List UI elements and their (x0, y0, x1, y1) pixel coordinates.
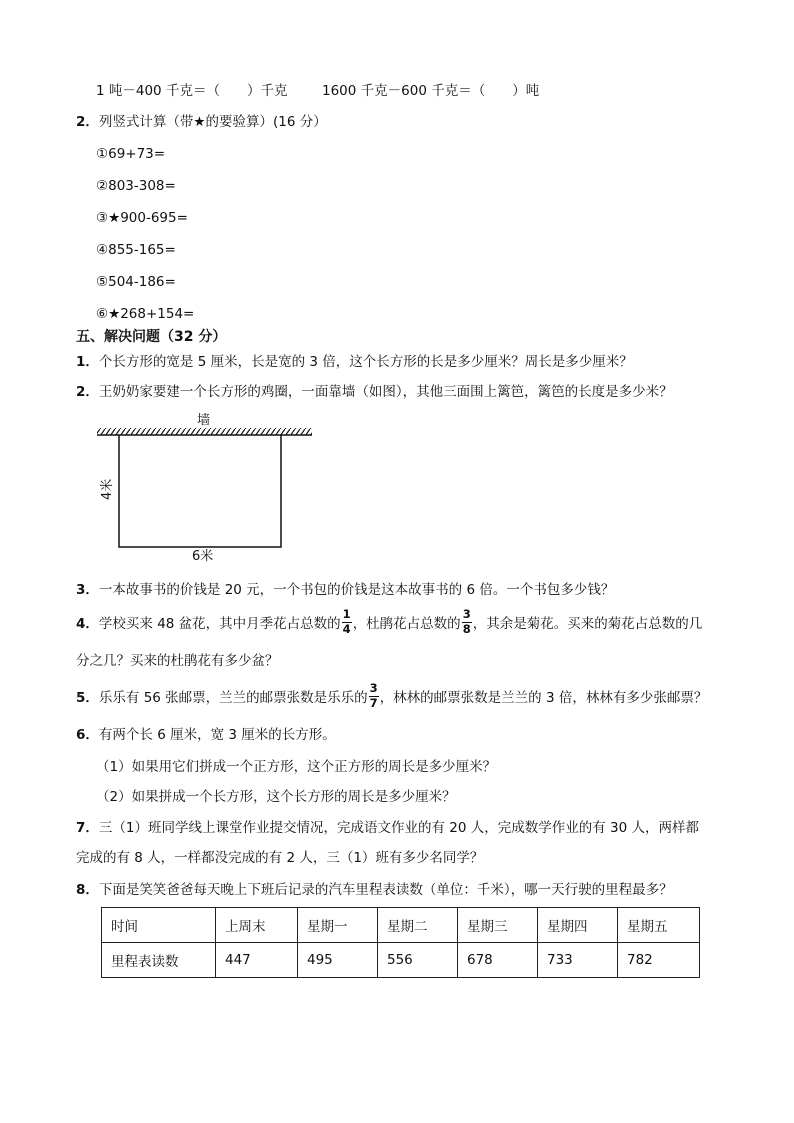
table-header-row (102, 908, 700, 943)
fence-outline (119, 435, 281, 547)
problem-3 (76, 584, 614, 598)
wall-hatching (97, 428, 312, 435)
table-cell: 星期五 (618, 908, 700, 943)
question-number: 6． (76, 727, 99, 743)
height-label: 4米 (100, 478, 115, 500)
problem-text: 有两个长 6 厘米，宽 3 厘米的长方形。 (98, 727, 336, 743)
table-cell: 上周末 (216, 908, 298, 943)
fraction-three-eighths (462, 609, 472, 635)
problem-text-a: 学校买来 48 盆花，其中月季花占总数的 (98, 616, 341, 632)
question-number: 3． (76, 582, 99, 598)
fraction-one-quarter (342, 609, 352, 635)
calc-item-1: ①69+73= (96, 146, 166, 162)
table-cell: 时间 (102, 908, 216, 943)
calc-item-3: ③★900-695= (96, 210, 188, 226)
table-cell: 星期四 (538, 908, 618, 943)
numerator: 3 (462, 607, 471, 621)
problem-4-line-2: 分之几？买来的杜鹃花有多少盆？ (76, 653, 279, 669)
wall-label: 墙 (197, 413, 211, 428)
conversion-question-2: 1600 千克－600 千克＝（ ）吨 (322, 83, 540, 99)
fraction-three-sevenths (369, 683, 379, 709)
question-number: 2． (76, 114, 99, 130)
calc-item-6: ⑥★268+154= (96, 306, 195, 322)
table-cell: 447 (216, 943, 298, 978)
question-number: 4． (76, 616, 99, 632)
calc-question-header (76, 116, 327, 130)
problem-6-sub-1: （1）如果用它们拼成一个正方形，这个正方形的周长是多少厘米？ (96, 759, 497, 775)
problem-text: 下面是笑笑爸爸每天晚上下班后记录的汽车里程表读数（单位：千米），哪一天行驶的里程最多？ (98, 882, 673, 898)
odometer-table (101, 907, 700, 978)
numerator: 1 (342, 607, 351, 621)
problem-4 (76, 609, 702, 639)
calc-item-4: ④855-165= (96, 242, 176, 258)
conversion-question-1: 1 吨－400 千克＝（ ）千克 (96, 83, 288, 99)
table-cell: 782 (618, 943, 700, 978)
table-cell: 678 (458, 943, 538, 978)
problem-2 (76, 386, 673, 400)
problem-text-b: ，林林的邮票张数是兰兰的 3 倍，林林有多少张邮票？ (379, 690, 708, 706)
denominator: 7 (369, 695, 378, 710)
question-number: 2． (76, 384, 99, 400)
problem-7 (76, 822, 699, 836)
table-cell: 556 (378, 943, 458, 978)
width-label: 6米 (192, 549, 214, 564)
table-cell: 星期三 (458, 908, 538, 943)
problem-text: 三（1）班同学线上课堂作业提交情况，完成语文作业的有 20 人，完成数学作业的有 30 人，两样都 (98, 820, 700, 836)
table-cell: 733 (538, 943, 618, 978)
problem-text: 一本故事书的价钱是 20 元，一个书包的价钱是这本故事书的 6 倍。一个书包多少钱？ (98, 582, 615, 598)
problem-text-b: ，杜鹃花占总数的 (352, 616, 461, 632)
denominator: 4 (342, 621, 351, 636)
problem-text-a: 乐乐有 56 张邮票，兰兰的邮票张数是乐乐的 (98, 690, 368, 706)
section-heading: 五、解决问题（32 分） (76, 329, 227, 345)
table-cell: 495 (298, 943, 378, 978)
table-cell: 星期二 (378, 908, 458, 943)
calc-item-2: ②803-308= (96, 178, 176, 194)
problem-1 (76, 356, 633, 370)
problem-5 (76, 683, 707, 713)
question-number: 7． (76, 820, 99, 836)
calc-question-title: 列竖式计算（带★的要验算）(16 分） (98, 114, 327, 130)
problem-8 (76, 884, 673, 898)
question-number: 8． (76, 882, 99, 898)
table-cell: 星期一 (298, 908, 378, 943)
question-number: 1． (76, 354, 99, 370)
calc-item-5: ⑤504-186= (96, 274, 176, 290)
problem-text: 个长方形的宽是 5 厘米，长是宽的 3 倍，这个长方形的长是多少厘米？周长是多少厘米？ (98, 354, 633, 370)
problem-6 (76, 729, 336, 743)
problem-text-c: ，其余是菊花。买来的菊花占总数的几 (472, 616, 703, 632)
chicken-coop-figure (90, 408, 320, 568)
problem-7-line-2: 完成的有 8 人，一样都没完成的有 2 人，三（1）班有多少名同学？ (76, 850, 484, 866)
table-row (102, 943, 700, 978)
table-cell: 里程表读数 (102, 943, 216, 978)
numerator: 3 (369, 681, 378, 695)
problem-6-sub-2: （2）如果拼成一个长方形，这个长方形的周长是多少厘米？ (96, 789, 456, 805)
denominator: 8 (462, 621, 471, 636)
question-number: 5． (76, 690, 99, 706)
problem-text: 王奶奶家要建一个长方形的鸡圈，一面靠墙（如图），其他三面围上篱笆，篱笆的长度是多少米？ (98, 384, 673, 400)
